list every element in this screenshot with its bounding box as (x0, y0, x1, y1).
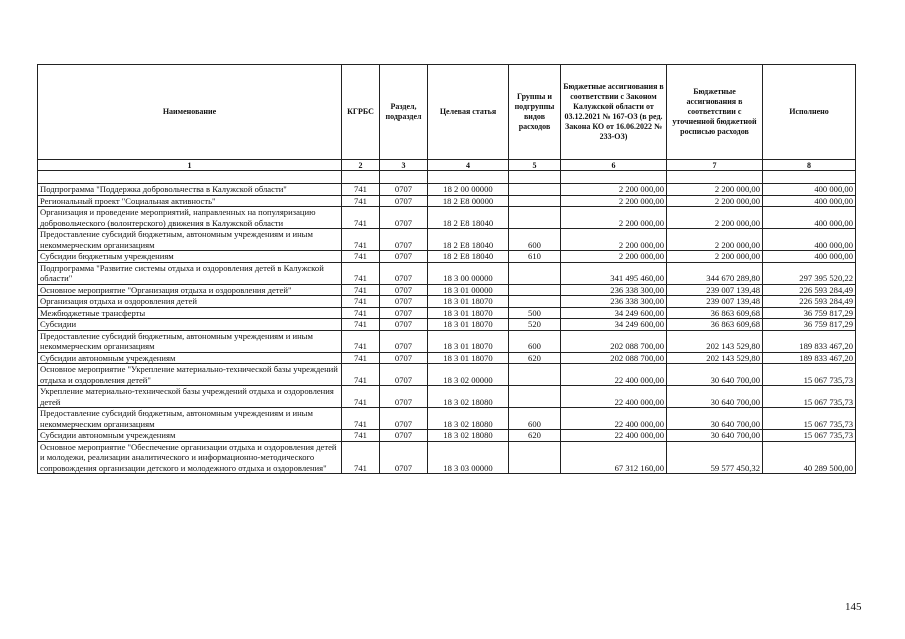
row-target-cell: 18 2 00 00000 (428, 184, 509, 196)
row-target-cell: 18 3 01 18070 (428, 307, 509, 319)
row-name-cell: Основное мероприятие "Обеспечение организации отдыха и оздоровления детей и молодежи, реализации аналитического и информационно-методического сопровождения организации детского и молодежного отдыха и оздоровления" (38, 441, 342, 474)
row-law-amount-cell: 202 088 700,00 (561, 330, 667, 352)
row-refined-amount-cell: 2 200 000,00 (667, 251, 763, 263)
row-group-cell: 620 (509, 352, 561, 364)
row-name-cell: Межбюджетные трансферты (38, 307, 342, 319)
row-refined-amount-cell: 344 670 289,80 (667, 262, 763, 284)
table-row (38, 284, 856, 296)
row-kgrbs-cell: 741 (342, 430, 380, 442)
row-executed-amount-cell: 400 000,00 (763, 195, 856, 207)
table-row (38, 319, 856, 331)
row-law-amount-cell: 2 200 000,00 (561, 207, 667, 229)
row-group-cell (509, 364, 561, 386)
row-kgrbs-cell: 741 (342, 207, 380, 229)
table-header-row (38, 65, 856, 160)
row-law-amount-cell: 34 249 600,00 (561, 307, 667, 319)
row-executed-amount-cell: 15 067 735,73 (763, 386, 856, 408)
row-refined-amount-cell: 36 863 609,68 (667, 319, 763, 331)
budget-table (37, 64, 856, 474)
column-number: 2 (342, 160, 380, 171)
header-kgrbs: КГРБС (342, 65, 380, 160)
row-target-cell: 18 3 02 18080 (428, 386, 509, 408)
row-section-cell: 0707 (380, 330, 428, 352)
row-kgrbs-cell: 741 (342, 296, 380, 308)
table-row (38, 296, 856, 308)
row-name-cell: Подпрограмма "Поддержка добровольчества в Калужской области" (38, 184, 342, 196)
row-law-amount-cell: 67 312 160,00 (561, 441, 667, 474)
row-kgrbs-cell: 741 (342, 229, 380, 251)
row-executed-amount-cell: 15 067 735,73 (763, 408, 856, 430)
row-law-amount-cell: 34 249 600,00 (561, 319, 667, 331)
row-executed-amount-cell: 40 289 500,00 (763, 441, 856, 474)
row-target-cell: 18 3 01 00000 (428, 284, 509, 296)
row-law-amount-cell: 202 088 700,00 (561, 352, 667, 364)
row-group-cell (509, 284, 561, 296)
column-number: 4 (428, 160, 509, 171)
column-number: 1 (38, 160, 342, 171)
row-name-cell: Субсидии автономным учреждениям (38, 430, 342, 442)
row-refined-amount-cell: 239 007 139,48 (667, 296, 763, 308)
table-row (38, 430, 856, 442)
header-refined-allocations: Бюджетные ассигнования в соответствии с уточненной бюджетной росписью расходов (667, 65, 763, 160)
row-target-cell: 18 3 00 00000 (428, 262, 509, 284)
row-target-cell: 18 3 01 18070 (428, 319, 509, 331)
column-number-row (38, 160, 856, 171)
column-number: 3 (380, 160, 428, 171)
row-group-cell: 520 (509, 319, 561, 331)
page-number: 145 (845, 601, 862, 613)
row-group-cell: 600 (509, 229, 561, 251)
row-name-cell: Основное мероприятие "Укрепление материально-технической базы учреждений отдыха и оздоровления детей" (38, 364, 342, 386)
table-row (38, 441, 856, 474)
row-target-cell: 18 3 02 18080 (428, 408, 509, 430)
row-law-amount-cell: 2 200 000,00 (561, 184, 667, 196)
row-law-amount-cell: 236 338 300,00 (561, 296, 667, 308)
row-section-cell: 0707 (380, 430, 428, 442)
row-executed-amount-cell: 189 833 467,20 (763, 352, 856, 364)
row-section-cell: 0707 (380, 352, 428, 364)
table-row (38, 364, 856, 386)
row-refined-amount-cell: 36 863 609,68 (667, 307, 763, 319)
row-law-amount-cell: 236 338 300,00 (561, 284, 667, 296)
row-name-cell: Региональный проект "Социальная активность" (38, 195, 342, 207)
row-target-cell: 18 3 01 18070 (428, 352, 509, 364)
row-executed-amount-cell: 400 000,00 (763, 251, 856, 263)
table-row (38, 251, 856, 263)
row-law-amount-cell: 341 495 460,00 (561, 262, 667, 284)
row-target-cell: 18 2 E8 00000 (428, 195, 509, 207)
table-row (38, 352, 856, 364)
row-kgrbs-cell: 741 (342, 441, 380, 474)
row-kgrbs-cell: 741 (342, 262, 380, 284)
row-executed-amount-cell: 36 759 817,29 (763, 307, 856, 319)
row-target-cell: 18 2 E8 18040 (428, 251, 509, 263)
row-law-amount-cell: 22 400 000,00 (561, 364, 667, 386)
row-kgrbs-cell: 741 (342, 386, 380, 408)
row-executed-amount-cell: 400 000,00 (763, 207, 856, 229)
row-refined-amount-cell: 202 143 529,80 (667, 352, 763, 364)
row-group-cell: 500 (509, 307, 561, 319)
header-groups: Группы и подгруппы видов расходов (509, 65, 561, 160)
row-executed-amount-cell: 36 759 817,29 (763, 319, 856, 331)
row-kgrbs-cell: 741 (342, 184, 380, 196)
row-law-amount-cell: 22 400 000,00 (561, 386, 667, 408)
column-number: 8 (763, 160, 856, 171)
row-kgrbs-cell: 741 (342, 307, 380, 319)
table-row (38, 207, 856, 229)
row-group-cell (509, 262, 561, 284)
header-target: Целевая статья (428, 65, 509, 160)
row-law-amount-cell: 22 400 000,00 (561, 430, 667, 442)
row-executed-amount-cell: 15 067 735,73 (763, 364, 856, 386)
row-target-cell: 18 3 02 00000 (428, 364, 509, 386)
table-row (38, 330, 856, 352)
row-group-cell (509, 207, 561, 229)
row-refined-amount-cell: 30 640 700,00 (667, 386, 763, 408)
row-name-cell: Субсидии автономным учреждениям (38, 352, 342, 364)
row-target-cell: 18 3 03 00000 (428, 441, 509, 474)
row-section-cell: 0707 (380, 207, 428, 229)
row-name-cell: Укрепление материально-технической базы учреждений отдыха и оздоровления детей (38, 386, 342, 408)
row-name-cell: Предоставление субсидий бюджетным, автономным учреждениям и иным некоммерческим организациям (38, 330, 342, 352)
table-row (38, 262, 856, 284)
row-name-cell: Организация и проведение мероприятий, направленных на популяризацию добровольческого (волонтерского) движения в Калужской области (38, 207, 342, 229)
row-name-cell: Субсидии (38, 319, 342, 331)
row-law-amount-cell: 2 200 000,00 (561, 229, 667, 251)
row-section-cell: 0707 (380, 262, 428, 284)
header-section: Раздел, подраздел (380, 65, 428, 160)
row-refined-amount-cell: 30 640 700,00 (667, 408, 763, 430)
row-kgrbs-cell: 741 (342, 319, 380, 331)
row-section-cell: 0707 (380, 195, 428, 207)
row-section-cell: 0707 (380, 364, 428, 386)
row-section-cell: 0707 (380, 229, 428, 251)
header-name: Наименование (38, 65, 342, 160)
row-kgrbs-cell: 741 (342, 284, 380, 296)
spacer-row (38, 171, 856, 184)
row-target-cell: 18 2 E8 18040 (428, 229, 509, 251)
row-kgrbs-cell: 741 (342, 195, 380, 207)
row-executed-amount-cell: 15 067 735,73 (763, 430, 856, 442)
row-executed-amount-cell: 189 833 467,20 (763, 330, 856, 352)
row-kgrbs-cell: 741 (342, 330, 380, 352)
row-target-cell: 18 2 E8 18040 (428, 207, 509, 229)
table-body (38, 171, 856, 474)
row-group-cell: 610 (509, 251, 561, 263)
row-section-cell: 0707 (380, 284, 428, 296)
row-law-amount-cell: 2 200 000,00 (561, 251, 667, 263)
table-row (38, 195, 856, 207)
row-refined-amount-cell: 30 640 700,00 (667, 364, 763, 386)
row-group-cell (509, 296, 561, 308)
row-name-cell: Основное мероприятие "Организация отдыха и оздоровления детей" (38, 284, 342, 296)
row-name-cell: Предоставление субсидий бюджетным, автономным учреждениям и иным некоммерческим организациям (38, 229, 342, 251)
row-kgrbs-cell: 741 (342, 408, 380, 430)
column-number: 5 (509, 160, 561, 171)
row-target-cell: 18 3 01 18070 (428, 296, 509, 308)
row-refined-amount-cell: 2 200 000,00 (667, 195, 763, 207)
table-row (38, 184, 856, 196)
row-group-cell (509, 184, 561, 196)
row-kgrbs-cell: 741 (342, 364, 380, 386)
row-name-cell: Организация отдыха и оздоровления детей (38, 296, 342, 308)
row-refined-amount-cell: 30 640 700,00 (667, 430, 763, 442)
row-refined-amount-cell: 59 577 450,32 (667, 441, 763, 474)
row-refined-amount-cell: 239 007 139,48 (667, 284, 763, 296)
table-row (38, 386, 856, 408)
header-executed: Исполнено (763, 65, 856, 160)
row-section-cell: 0707 (380, 319, 428, 331)
row-name-cell: Предоставление субсидий бюджетным, автономным учреждениям и иным некоммерческим организациям (38, 408, 342, 430)
row-group-cell (509, 195, 561, 207)
row-group-cell: 600 (509, 330, 561, 352)
row-kgrbs-cell: 741 (342, 352, 380, 364)
row-target-cell: 18 3 02 18080 (428, 430, 509, 442)
row-section-cell: 0707 (380, 441, 428, 474)
row-law-amount-cell: 22 400 000,00 (561, 408, 667, 430)
row-executed-amount-cell: 400 000,00 (763, 184, 856, 196)
row-section-cell: 0707 (380, 408, 428, 430)
column-number: 7 (667, 160, 763, 171)
row-section-cell: 0707 (380, 307, 428, 319)
row-refined-amount-cell: 202 143 529,80 (667, 330, 763, 352)
row-section-cell: 0707 (380, 386, 428, 408)
row-law-amount-cell: 2 200 000,00 (561, 195, 667, 207)
row-group-cell (509, 441, 561, 474)
row-section-cell: 0707 (380, 184, 428, 196)
row-group-cell (509, 386, 561, 408)
row-executed-amount-cell: 226 593 284,49 (763, 296, 856, 308)
row-group-cell: 620 (509, 430, 561, 442)
table-row (38, 408, 856, 430)
row-target-cell: 18 3 01 18070 (428, 330, 509, 352)
row-refined-amount-cell: 2 200 000,00 (667, 207, 763, 229)
row-kgrbs-cell: 741 (342, 251, 380, 263)
row-executed-amount-cell: 400 000,00 (763, 229, 856, 251)
row-section-cell: 0707 (380, 251, 428, 263)
row-refined-amount-cell: 2 200 000,00 (667, 184, 763, 196)
row-executed-amount-cell: 297 395 520,22 (763, 262, 856, 284)
header-law-allocations: Бюджетные ассигнования в соответствии с Законом Калужской области от 03.12.2021 № 167-ОЗ (в ред. Закона КО от 16.06.2022 № 233-ОЗ) (561, 65, 667, 160)
table-row (38, 229, 856, 251)
row-section-cell: 0707 (380, 296, 428, 308)
table-row (38, 307, 856, 319)
row-executed-amount-cell: 226 593 284,49 (763, 284, 856, 296)
column-number: 6 (561, 160, 667, 171)
row-group-cell: 600 (509, 408, 561, 430)
row-name-cell: Субсидии бюджетным учреждениям (38, 251, 342, 263)
row-name-cell: Подпрограмма "Развитие системы отдыха и оздоровления детей в Калужской области" (38, 262, 342, 284)
row-refined-amount-cell: 2 200 000,00 (667, 229, 763, 251)
